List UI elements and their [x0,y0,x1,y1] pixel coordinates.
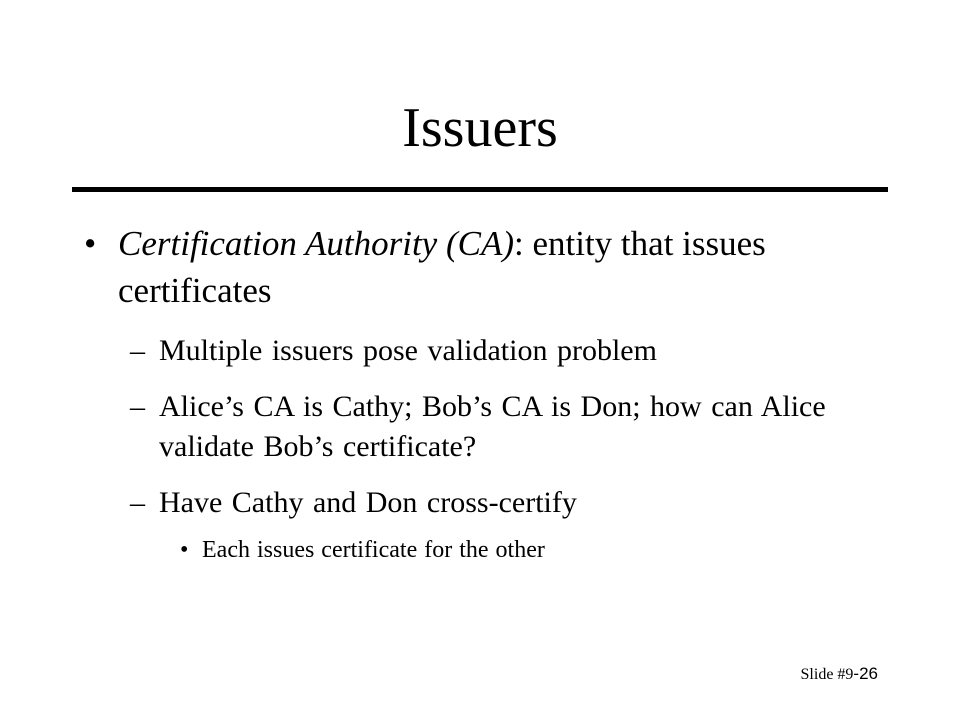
title-divider [72,187,888,192]
slide-title: Issuers [402,97,558,159]
sub-bullet-marker: – [130,334,145,367]
sub-bullet-text: Multiple issuers pose validation problem [159,334,657,367]
bullet-text [118,220,844,314]
sub-bullet-marker: – [130,390,145,423]
sub-bullet-item [130,387,850,467]
bullet-term: Certification Authority (CA) [118,224,514,263]
sub-sub-bullet-item [180,533,820,567]
sub-bullet-item [130,331,850,371]
sub-bullet-marker: – [130,486,145,519]
slide-number-value: -26 [853,664,878,683]
bullet-item [84,220,844,314]
sub-bullet-item [130,483,850,523]
slide-number [801,664,878,685]
sub-sub-bullet-marker: • [180,537,189,563]
slide-number-label: Slide #9 [800,666,854,683]
sub-bullet-text: Alice’s CA is Cathy; Bob’s CA is Don; how can Alice validate Bob’s certificate? [159,390,826,463]
sub-bullet-text: Have Cathy and Don cross-certify [159,486,577,519]
bullet-marker: • [84,224,97,263]
sub-sub-bullet-text: Each issues certificate for the other [202,537,545,563]
bullet-definition: : entity that issues certificates [118,224,766,310]
